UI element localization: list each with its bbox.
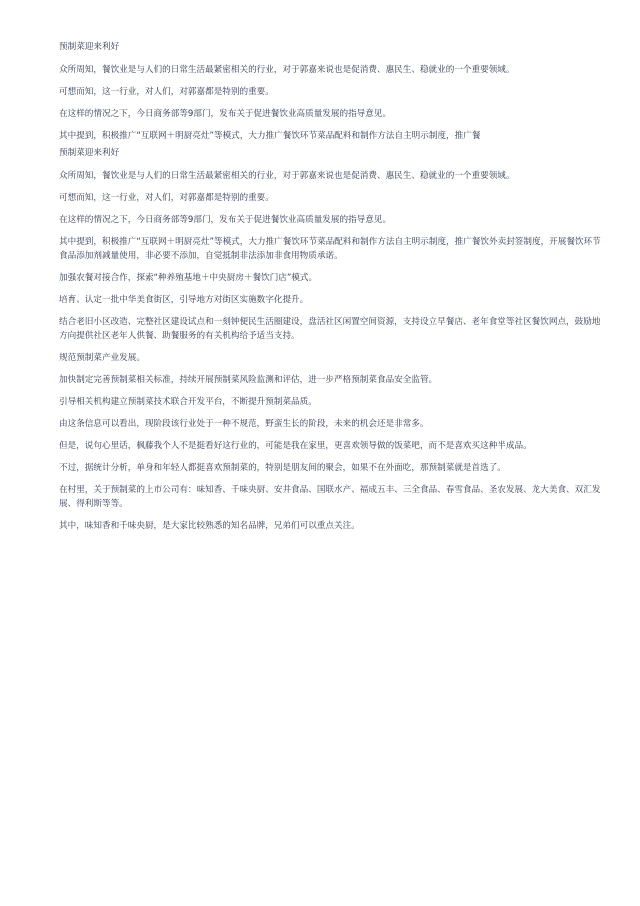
paragraph: 众所周知，餐饮业是与人们的日常生活最紧密相关的行业，对于郭嘉来说也是促消费、惠民生、稳就业的一个重要领域。: [59, 65, 515, 75]
paragraph: 在村里，关于预制菜的上市公司有：味知香、千味央厨、安井食品、国联水产、福成五丰、三全食品、春雪食品、圣农发展、龙大美食、双汇发展、得利斯等等。: [59, 485, 601, 509]
paragraph: 由这条信息可以看出，现阶段该行业处于一种不规范，野蛮生长的阶段，未来的机会还是非常多。: [59, 419, 429, 429]
paragraph: 其中提到，积极推广“互联网＋明厨亮灶”等模式，大力推广餐饮环节菜品配料和制作方法自主明示制度，推广餐饮外卖封签制度，开展餐饮环节食品添加剂减量使用，非必要不添加，自觉抵制非法添加非食用物质承诺。: [59, 237, 601, 261]
paragraph: 结合老旧小区改造、完整社区建设试点和一刻钟便民生活圈建设，盘活社区闲置空间资源，支持设立早餐店、老年食堂等社区餐饮网点，鼓励地方向提供社区老年人供餐、助餐服务的有关机构给予适当支持。: [59, 317, 601, 341]
paragraph: 可想而知，这一行业，对人们，对郭嘉都是特别的重要。: [59, 87, 274, 97]
paragraph: 其中，味知香和千味央厨，是大家比较熟悉的知名品牌，兄弟们可以重点关注。: [59, 521, 360, 531]
paragraph: 在这样的情况之下，今日商务部等9部门，发布关于促进餐饮业高质量发展的指导意见。: [59, 215, 392, 225]
paragraph: 在这样的情况之下，今日商务部等9部门，发布关于促进餐饮业高质量发展的指导意见。: [59, 109, 392, 119]
paragraph: 培育、认定一批中华美食街区，引导地方对街区实施数字化提升。: [59, 295, 309, 305]
paragraph: 规范预制菜产业发展。: [59, 353, 145, 363]
section-heading: 预制菜迎来利好: [59, 42, 120, 52]
paragraph: 不过，据统计分析，单身和年轻人都挺喜欢预制菜的，特别是朋友间的聚会，如果不在外面吃，那预制菜就是首选了。: [59, 463, 506, 473]
paragraph: 但是，说句心里话，枫藤我个人不是挺看好这行业的，可能是我在家里，更喜欢领导做的饭菜吧，而不是喜欢买这种半成品。: [59, 441, 532, 451]
paragraph: 可想而知，这一行业，对人们，对郭嘉都是特别的重要。: [59, 193, 274, 203]
paragraph: 众所周知，餐饮业是与人们的日常生活最紧密相关的行业，对于郭嘉来说也是促消费、惠民生、稳就业的一个重要领域。: [59, 171, 515, 181]
truncated-paragraph: 其中提到，积极推广“互联网＋明厨亮灶”等模式，大力推广餐饮环节菜品配料和制作方法自主明示制度，推广餐: [59, 131, 481, 141]
paragraph: 加快制定完善预制菜相关标准，持续开展预制菜风险监测和评估，进一步严格预制菜食品安全监管。: [59, 375, 438, 385]
paragraph: 引导相关机构建立预制菜技术联合开发平台，不断提升预制菜品质。: [59, 397, 317, 407]
document-body: [59, 40, 607, 541]
section-heading: 预制菜迎来利好: [59, 148, 120, 158]
paragraph: 加强农餐对接合作，探索“种养殖基地＋中央厨房＋餐饮门店”模式。: [59, 273, 318, 283]
